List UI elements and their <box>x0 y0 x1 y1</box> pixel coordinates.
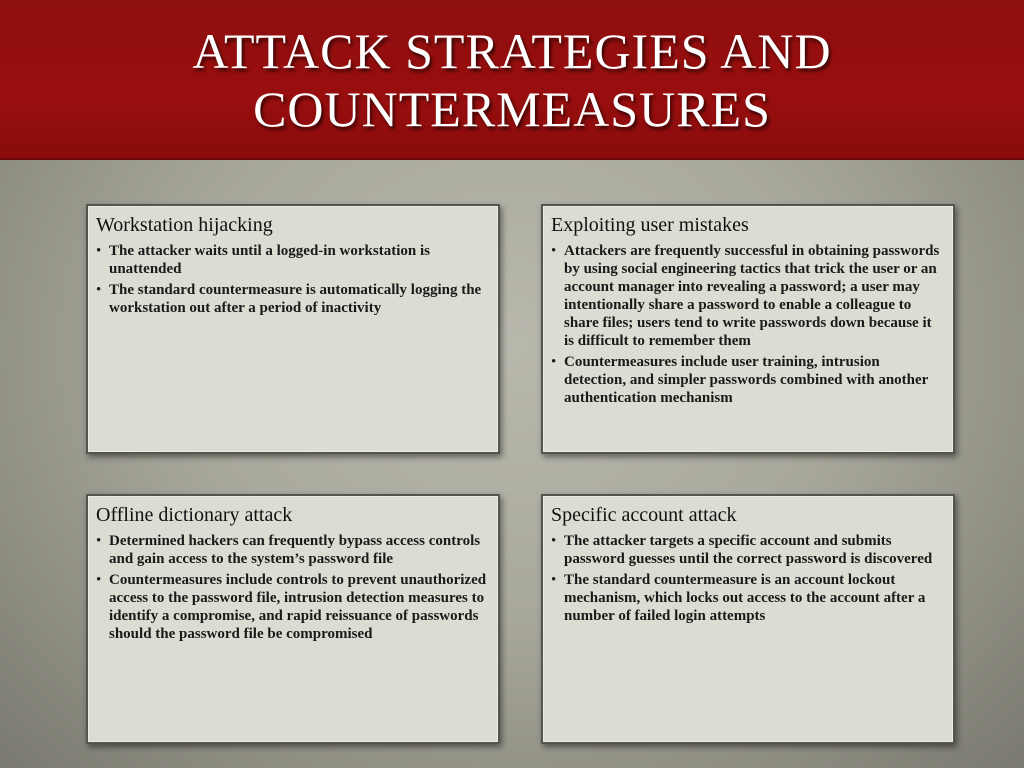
slide-title-line-2: COUNTERMEASURES <box>253 81 771 137</box>
bullet-icon: • <box>551 572 557 588</box>
bullet-text: Attackers are frequently successful in obtaining passwords by using social engineering tactics that trick the user or an account manager into revealing a password; a user may intentionally share a password to enable a colleague to share files; users tend to write passwords down because it is difficult to remember them <box>564 243 940 349</box>
bullet-list <box>551 532 945 625</box>
bullet-text: The attacker waits until a logged-in workstation is unattended <box>109 243 430 277</box>
bullet-icon: • <box>96 243 102 259</box>
bullet-item <box>96 532 490 568</box>
bullet-text: The attacker targets a specific account and submits password guesses until the correct password is discovered <box>564 533 933 567</box>
card-heading: Specific account attack <box>551 504 737 526</box>
bullet-item <box>551 532 945 568</box>
bullet-icon: • <box>551 243 557 259</box>
bullet-text: The standard countermeasure is automatically logging the workstation out after a period of inactivity <box>109 282 482 316</box>
bullet-item <box>551 571 945 625</box>
card-heading: Workstation hijacking <box>96 214 273 236</box>
bullet-item <box>551 353 945 407</box>
bullet-text: The standard countermeasure is an account lockout mechanism, which locks out access to the account after a number of failed login attempts <box>564 572 926 624</box>
bullet-icon: • <box>96 533 102 549</box>
bullet-item <box>96 242 490 278</box>
card-workstation-hijacking <box>86 204 500 454</box>
bullet-list <box>96 242 490 317</box>
card-exploiting-user-mistakes <box>541 204 955 454</box>
card-specific-account-attack <box>541 494 955 744</box>
card-heading: Exploiting user mistakes <box>551 214 749 236</box>
bullet-icon: • <box>96 282 102 298</box>
bullet-text: Countermeasures include user training, intrusion detection, and simpler passwords combined with another authentication mechanism <box>564 354 929 406</box>
bullet-item <box>96 281 490 317</box>
card-offline-dictionary-attack <box>86 494 500 744</box>
bullet-item <box>96 571 490 643</box>
card-heading: Offline dictionary attack <box>96 504 293 526</box>
bullet-icon: • <box>551 533 557 549</box>
slide-title-line-1: ATTACK STRATEGIES AND <box>192 23 832 79</box>
bullet-text: Countermeasures include controls to prevent unauthorized access to the password file, intrusion detection measures to identify a compromise, and rapid reissuance of passwords should the password file be compromised <box>109 572 487 642</box>
bullet-list <box>96 532 490 643</box>
bullet-icon: • <box>551 354 557 370</box>
bullet-item <box>551 242 945 350</box>
bullet-text: Determined hackers can frequently bypass access controls and gain access to the system’s password file <box>109 533 481 567</box>
bullet-list <box>551 242 945 407</box>
bullet-icon: • <box>96 572 102 588</box>
slide-title <box>0 22 1024 138</box>
